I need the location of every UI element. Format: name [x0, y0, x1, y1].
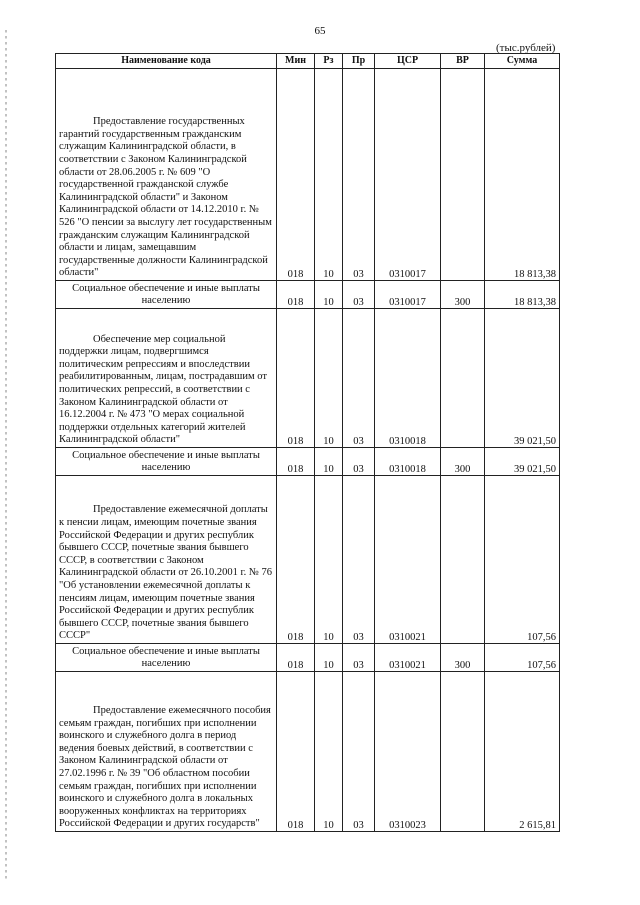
header-vr: ВР — [441, 54, 485, 69]
row-rz: 10 — [315, 309, 343, 448]
row-rz: 10 — [315, 448, 343, 476]
row-name: Предоставление ежемесячной доплаты к пенсии лицам, имеющим почетные звания Российской Федерации и других республик бывшего СССР, почетные звания бывшего СССР, в соответствии с Законом Калининградской области от 26.10.2001 г. № 76 "Об установлении ежемесячной доплаты к пенсиям лицам, имеющим почетные звания Российской Федерации и других республик бывшего СССР, почетные звания бывшего СССР" — [56, 476, 277, 644]
row-pr: 03 — [343, 476, 375, 644]
row-vr: 300 — [441, 644, 485, 672]
table-header-row — [56, 54, 560, 69]
row-csr: 0310021 — [375, 476, 441, 644]
row-rz: 10 — [315, 644, 343, 672]
row-sum: 18 813,38 — [485, 69, 560, 281]
row-name: Обеспечение мер социальной поддержки лицам, подвергшимся политическим репрессиям и впоследствии реабилитированным, лицам, пострадавшим от политических репрессий, в соответствии с Законом Калининградской области от 16.12.2004 г. № 473 "О мерах социальной поддержки отдельных категорий жителей Калининградской области" — [56, 309, 277, 448]
row-pr: 03 — [343, 448, 375, 476]
header-pr: Пр — [343, 54, 375, 69]
row-csr: 0310018 — [375, 309, 441, 448]
row-min: 018 — [277, 281, 315, 309]
row-vr: 300 — [441, 281, 485, 309]
row-min: 018 — [277, 476, 315, 644]
row-sum: 107,56 — [485, 476, 560, 644]
row-rz: 10 — [315, 69, 343, 281]
row-vr — [441, 69, 485, 281]
row-csr: 0310021 — [375, 644, 441, 672]
row-vr — [441, 309, 485, 448]
row-pr: 03 — [343, 69, 375, 281]
row-pr: 03 — [343, 309, 375, 448]
header-min: Мин — [277, 54, 315, 69]
row-rz: 10 — [315, 672, 343, 832]
row-vr: 300 — [441, 448, 485, 476]
row-pr: 03 — [343, 281, 375, 309]
table-row — [56, 309, 560, 448]
row-vr — [441, 476, 485, 644]
row-sum: 18 813,38 — [485, 281, 560, 309]
row-name: Социальное обеспечение и иные выплаты населению — [56, 448, 277, 476]
header-sum: Сумма — [485, 54, 560, 69]
row-sum: 39 021,50 — [485, 448, 560, 476]
row-min: 018 — [277, 448, 315, 476]
row-pr: 03 — [343, 672, 375, 832]
table-row — [56, 476, 560, 644]
row-min: 018 — [277, 69, 315, 281]
row-sum: 2 615,81 — [485, 672, 560, 832]
row-pr: 03 — [343, 644, 375, 672]
header-name: Наименование кода — [56, 54, 277, 69]
scan-margin-marks — [5, 30, 7, 880]
row-name: Предоставление ежемесячного пособия семьям граждан, погибших при исполнении воинского и служебного долга в период ведения боевых действий, в соответствии с Законом Калининградской области от 27.02.1996 г. № 39 "Об областном пособии семьям граждан, погибших при исполнении воинского и служебного долга в локальных вооруженных конфликтах на территориях Российской Федерации и других государств" — [56, 672, 277, 832]
row-sum: 107,56 — [485, 644, 560, 672]
row-csr: 0310018 — [375, 448, 441, 476]
row-name: Социальное обеспечение и иные выплаты населению — [56, 644, 277, 672]
row-rz: 10 — [315, 281, 343, 309]
row-csr: 0310017 — [375, 69, 441, 281]
row-min: 018 — [277, 672, 315, 832]
row-name: Предоставление государственных гарантий государственным гражданским служащим Калининградской области, в соответствии с Законом Калининградской области от 28.06.2005 г. № 609 "О государственной гражданской службе Калининградской области" и Законом Калининградской области от 14.12.2010 г. № 526 "О пенсии за выслугу лет государственным гражданским служащим Калининградской области и лицам, замещавшим государственные должности Калининградской области" — [56, 69, 277, 281]
row-sum: 39 021,50 — [485, 309, 560, 448]
unit-note: (тыс.рублей) — [496, 42, 556, 54]
table-row — [56, 448, 560, 476]
row-rz: 10 — [315, 476, 343, 644]
page-number: 65 — [314, 25, 326, 37]
row-vr — [441, 672, 485, 832]
table-row — [56, 644, 560, 672]
table-row — [56, 281, 560, 309]
row-csr: 0310023 — [375, 672, 441, 832]
header-rz: Рз — [315, 54, 343, 69]
row-min: 018 — [277, 309, 315, 448]
header-csr: ЦСР — [375, 54, 441, 69]
table-row — [56, 672, 560, 832]
row-name: Социальное обеспечение и иные выплаты населению — [56, 281, 277, 309]
table-row — [56, 69, 560, 281]
row-csr: 0310017 — [375, 281, 441, 309]
row-min: 018 — [277, 644, 315, 672]
budget-table — [55, 53, 560, 832]
